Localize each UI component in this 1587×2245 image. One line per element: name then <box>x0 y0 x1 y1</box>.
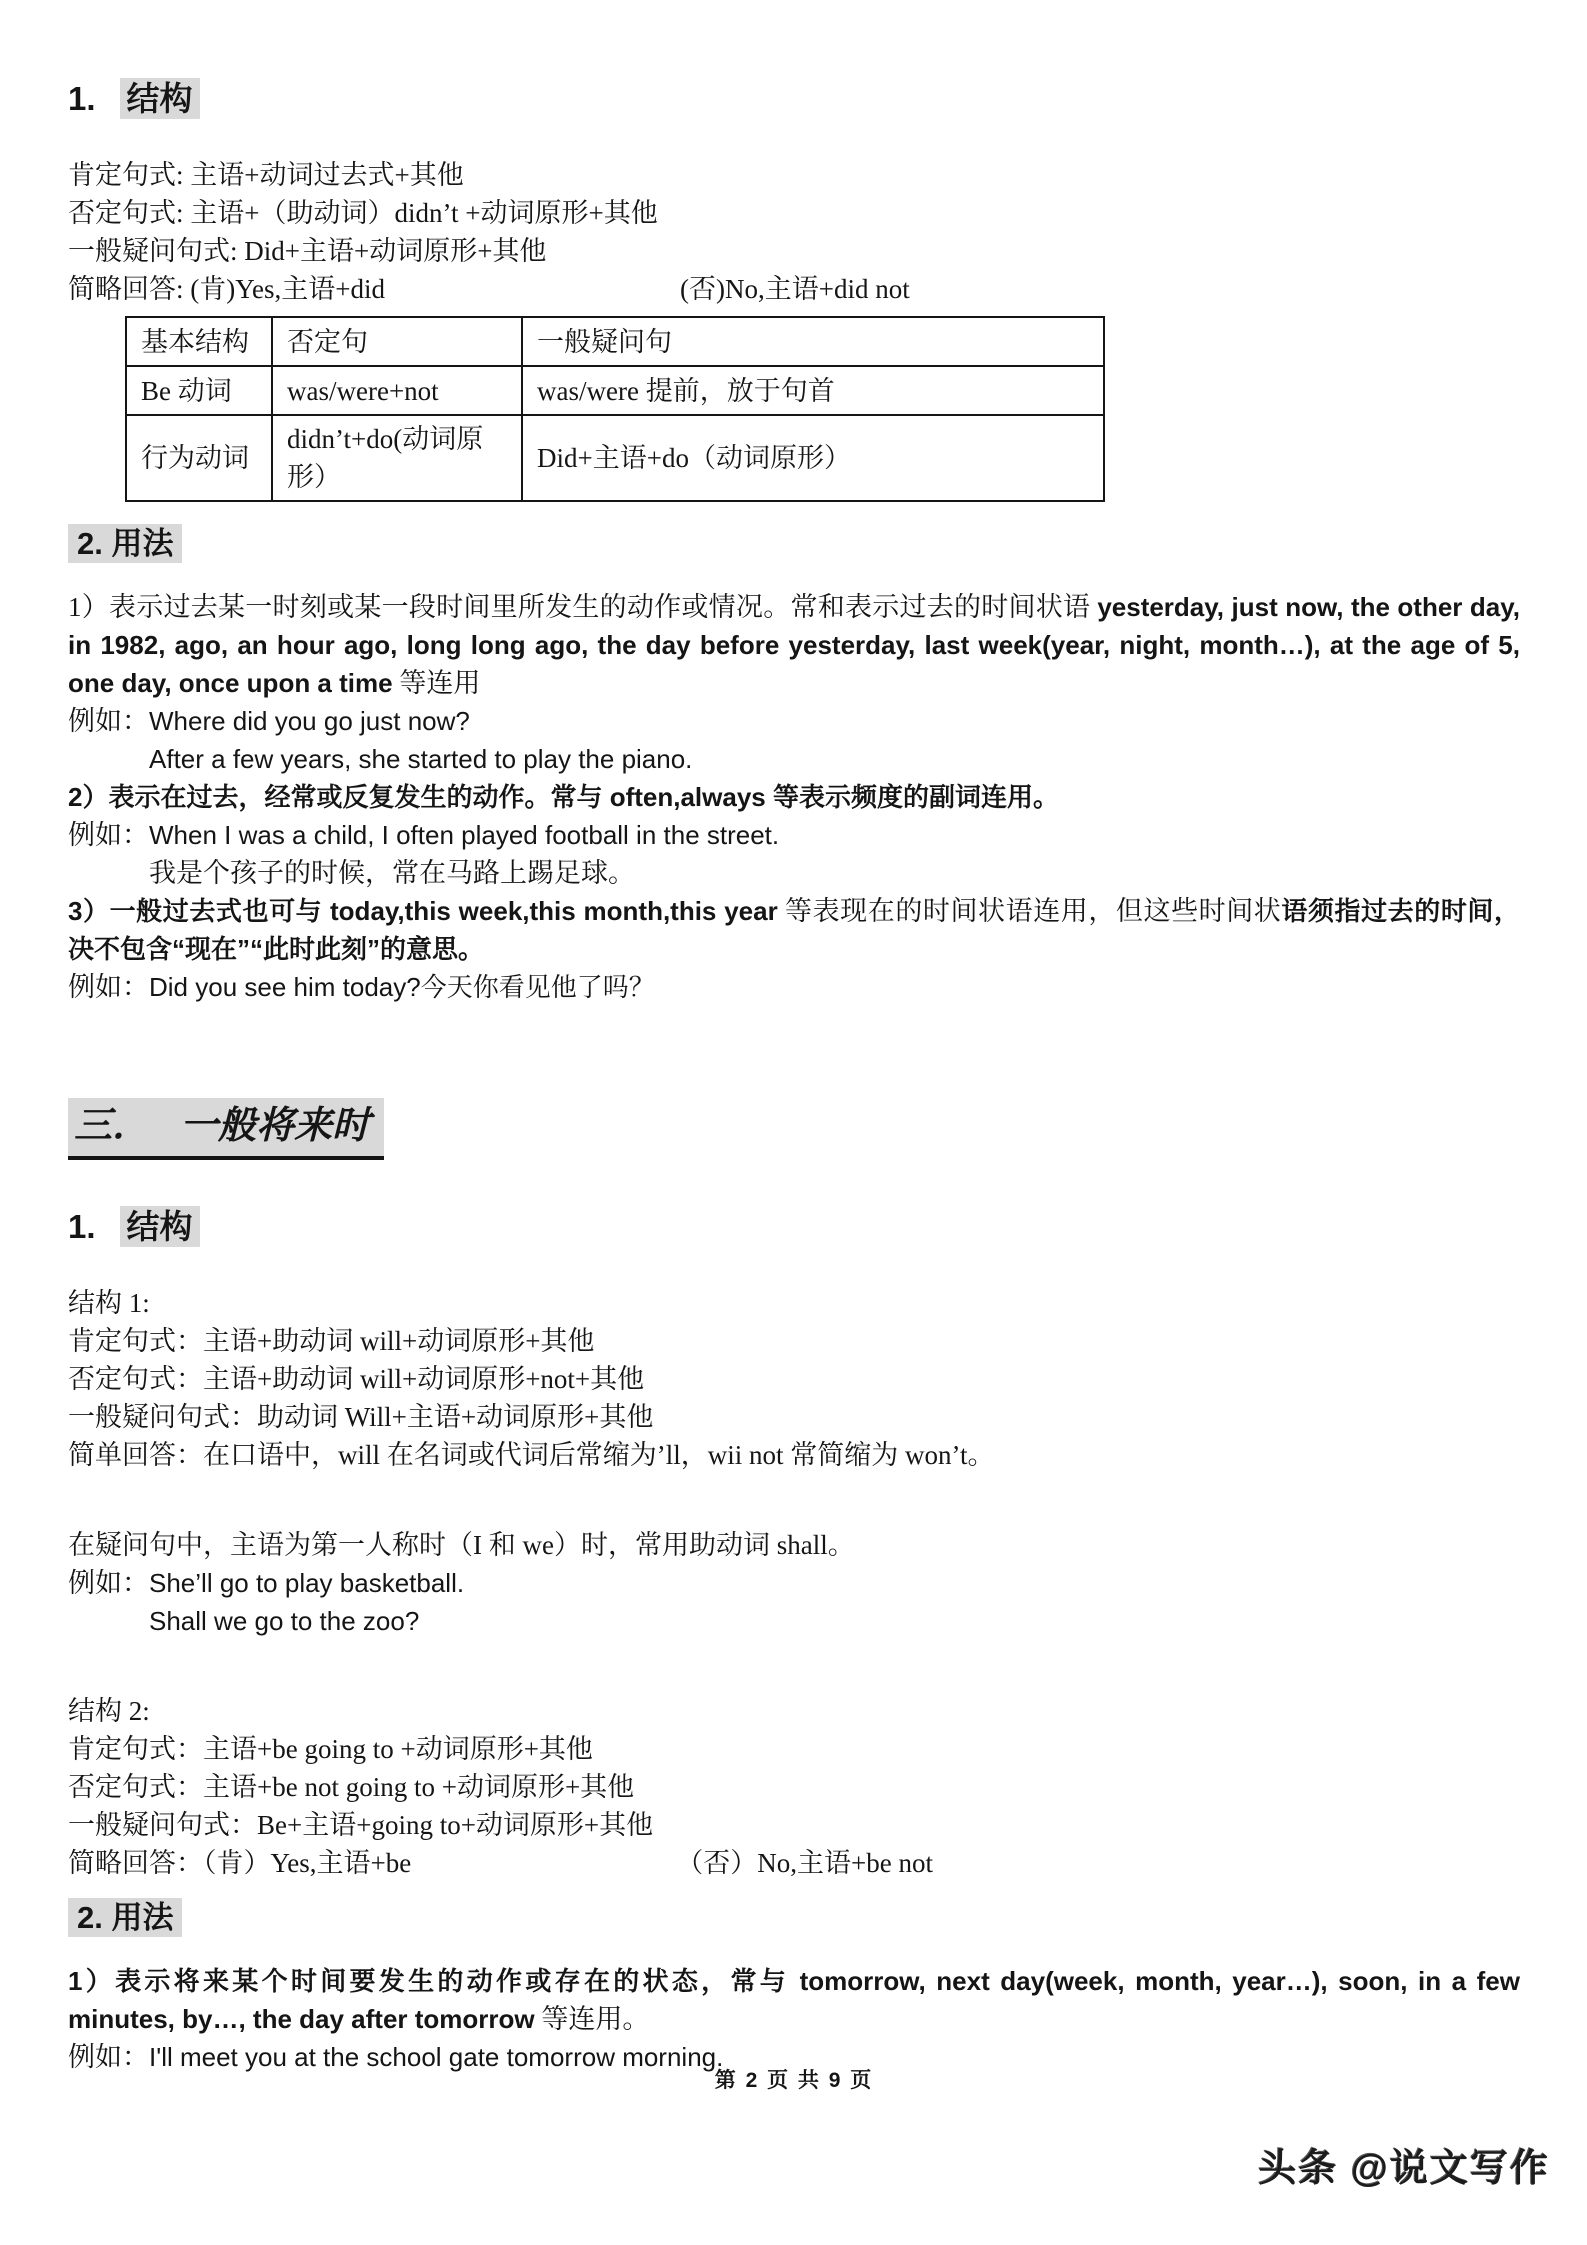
structure-2-title: 结构 2: <box>68 1696 150 1726</box>
example-sentence: Shall we go to the zoo? <box>149 1606 420 1636</box>
table-cell: Be 动词 <box>126 366 272 415</box>
future-usage-zh: 1）表示将来某个时间要发生的动作或存在的状态，常与 <box>68 1966 800 1996</box>
pattern-line-affirmative: 肯定句式：主语+be going to +动词原形+其他 <box>68 1734 593 1764</box>
page-number-footer: 第 2 页 共 9 页 <box>714 2069 874 2092</box>
example-sentence: I'll meet you at the school gate tomorrow morning. <box>149 2042 724 2072</box>
usage-2-zh-tail: 等表示频度的副词连用。 <box>765 782 1059 812</box>
section-heading-usage <box>68 522 1520 566</box>
future-usage-time-expressions: tomorrow, next day(week, month, year…), soon, in a few minutes, by…, the day after tomorrow <box>68 1966 1520 2034</box>
example-line <box>68 1564 1520 1602</box>
table-header-cell: 一般疑问句 <box>522 317 1104 366</box>
example-label: 例如： <box>68 706 149 736</box>
usage-point-3 <box>68 892 1520 968</box>
usage-2-zh: 2）表示在过去，经常或反复发生的动作。常与 <box>68 782 610 812</box>
heading-text-highlight: 结构 <box>120 78 200 119</box>
table-cell: Did+主语+do（动词原形） <box>522 415 1104 501</box>
usage-2-adverbs: often,always <box>609 782 766 812</box>
table-row <box>126 415 1104 501</box>
pattern-line-short-answer <box>68 270 1520 308</box>
usage-1-zh-tail: 等连用 <box>392 668 481 698</box>
example-sentence: When I was a child, I often played football in the street. <box>149 820 780 850</box>
structure-1-title: 结构 1: <box>68 1288 150 1318</box>
heading-text-highlight: 结构 <box>120 1206 200 1247</box>
example-label: 例如： <box>68 2042 149 2072</box>
usage-3-time-expressions: today,this week,this month,this year <box>330 896 778 926</box>
table-cell: was/were 提前，放于句首 <box>522 366 1104 415</box>
example-sentence: After a few years, she started to play the piano. <box>149 744 693 774</box>
usage-1-time-expressions: yesterday, just now, the other day, in 1982, ago, an hour ago, long long ago, the day before yesterday, last week(year, night, month…), at the age of 5, one day, once upon a time <box>68 592 1520 698</box>
pattern-line-question: 一般疑问句式: Did+主语+动词原形+其他 <box>68 236 547 266</box>
blank-gap <box>68 1474 1520 1526</box>
table-row <box>126 366 1104 415</box>
short-answer-positive: 简略回答：（肯）Yes,主语+be <box>68 1848 412 1878</box>
example-sentence: Did you see him today?今天你看见他了吗？ <box>149 972 655 1002</box>
short-answer-negative: (否)No,主语+did not <box>680 274 910 304</box>
example-line <box>68 816 1520 854</box>
heading-text-highlight: 2. 用法 <box>68 1898 182 1937</box>
short-answer-positive: 简略回答: (肯)Yes,主语+did <box>68 274 385 304</box>
example-translation: 我是个孩子的时候，常在马路上踢足球。 <box>149 858 635 888</box>
pattern-line-negative: 否定句式：主语+be not going to +动词原形+其他 <box>68 1772 635 1802</box>
heading-number: 1. <box>68 1208 96 1245</box>
pattern-line-question: 一般疑问句式：Be+主语+going to+动词原形+其他 <box>68 1810 654 1840</box>
future-usage-zh-tail: 等连用。 <box>534 2004 650 2034</box>
pattern-line-negative: 否定句式: 主语+（助动词）didn’t +动词原形+其他 <box>68 198 658 228</box>
pattern-line-short-answer: 简单回答：在口语中，will 在名词或代词后常缩为’ll，wii not 常简缩为 won’t。 <box>68 1440 995 1470</box>
section-heading-structure <box>68 76 1520 122</box>
table-header-cell: 否定句 <box>272 317 522 366</box>
short-answer-negative: （否）No,主语+be not <box>676 1848 933 1878</box>
usage-3-zh-mid: 等表现在的时间状语连用，但这些时间状 <box>777 896 1282 926</box>
usage-3-zh: 3）一般过去式也可与 <box>68 896 331 926</box>
usage-1-zh: 1）表示过去某一时刻或某一段时间里所发生的动作或情况。常和表示过去的时间状语 <box>68 592 1098 622</box>
pattern-line-affirmative: 肯定句式: 主语+动词过去式+其他 <box>68 160 464 190</box>
example-line <box>68 702 1520 740</box>
watermark-toutiao: 头条 @说文写作 <box>1258 2148 1550 2190</box>
usage-point-2 <box>68 778 1520 816</box>
example-line <box>68 968 1520 1006</box>
table-header-cell: 基本结构 <box>126 317 272 366</box>
table-cell: was/were+not <box>272 366 522 415</box>
pattern-line-short-answer <box>68 1844 1520 1882</box>
table-cell: 行为动词 <box>126 415 272 501</box>
section-heading-structure-2 <box>68 1204 1520 1250</box>
usage-3-zh-tail: 语须指过去的时间，决不包含“现在”“此时此刻”的意思。 <box>68 896 1520 964</box>
future-usage-point-1 <box>68 1962 1520 2038</box>
table-header-row <box>126 317 1104 366</box>
past-tense-structure-table <box>125 316 1105 502</box>
example-label: 例如： <box>68 820 149 850</box>
section-heading-usage-2 <box>68 1896 1520 1940</box>
pattern-line-affirmative: 肯定句式：主语+助动词 will+动词原形+其他 <box>68 1326 595 1356</box>
pattern-line-negative: 否定句式：主语+助动词 will+动词原形+not+其他 <box>68 1364 645 1394</box>
chapter-title: 一般将来时 <box>180 1105 371 1147</box>
table-cell: didn’t+do(动词原形） <box>272 415 522 501</box>
example-sentence: Where did you go just now? <box>149 706 470 736</box>
blank-gap <box>68 1640 1520 1692</box>
pattern-line-question: 一般疑问句式：助动词 Will+主语+动词原形+其他 <box>68 1402 654 1432</box>
example-label: 例如： <box>68 1568 149 1598</box>
chapter-heading-highlight <box>68 1098 384 1160</box>
chapter-heading-future-tense <box>68 1098 1520 1160</box>
usage-point-1 <box>68 588 1520 702</box>
shall-note: 在疑问句中，主语为第一人称时（I 和 we）时，常用助动词 shall。 <box>68 1530 855 1560</box>
example-sentence: She’ll go to play basketball. <box>149 1568 465 1598</box>
heading-number: 1. <box>68 80 96 117</box>
chapter-number: 三． <box>74 1105 151 1147</box>
example-label: 例如： <box>68 972 149 1002</box>
heading-text-highlight: 2. 用法 <box>68 524 182 563</box>
